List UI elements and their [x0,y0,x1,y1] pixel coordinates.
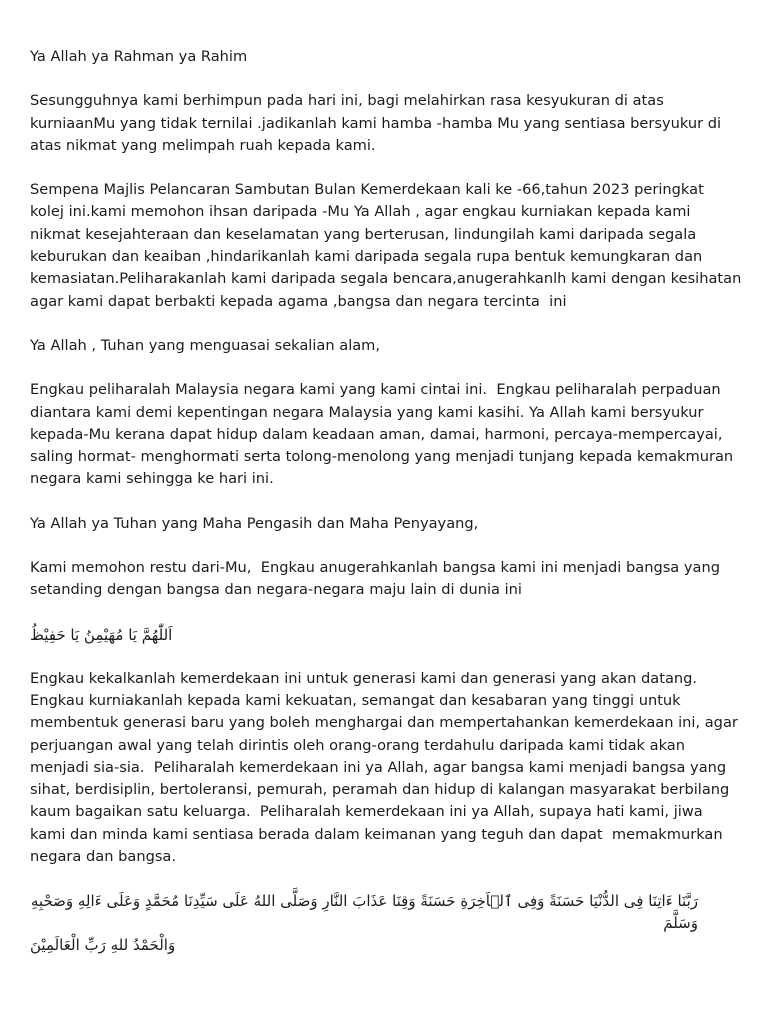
paragraph-occasion: Sempena Majlis Pelancaran Sambutan Bulan Kemerdekaan kali ke -66,tahun 2023 peringkat kolej ini.kami memohon ihsan daripada -Mu Ya Allah , agar engkau kurniakan kepada kami nikmat kesejahteraan dan keselamatan yang berterusan, lindungilah kami daripada segala keburukan dan keaiban ,hindarikanlah kami daripada segala rupa bentuk kemungkaran dan kemasiatan.Peliharakanlah kami daripada segala bencara,anugerahkanlh kami dengan kesihatan agar kami dapat berbakti kepada agama ,bangsa dan negara tercinta ini [30,181,746,310]
paragraph-blessing-request: Kami memohon restu dari-Mu, Engkau anugerahkanlah bangsa kami ini menjadi bangsa yang setanding dengan bangsa dan negara-negara maju lain di dunia ini [30,559,725,599]
arabic-invocation: اَللّٰهُمَّ يَا مُهَيْمِنُ يَا حَفِيْظُ [30,625,173,644]
arabic-closing-prayer [30,890,742,956]
paragraph-protect-malaysia: Engkau peliharalah Malaysia negara kami yang kami cintai ini. Engkau peliharalah perpaduan diantara kami demi kepentingan negara Malaysia yang kami kasihi. Ya Allah kami bersyukur kepada-Mu kerana dapat hidup dalam keadaan aman, damai, harmoni, percaya-mempercayai, saling hormat- menghormati serta tolong-menolong yang menjadi tunjang kepada kemakmuran negara kami sehingga ke hari ini. [30,381,738,488]
salutation-lord-of-worlds: Ya Allah , Tuhan yang menguasai sekalian alam, [30,336,381,354]
paragraph-independence: Engkau kekalkanlah kemerdekaan ini untuk generasi kami dan generasi yang akan datang. Engkau kurniakanlah kepada kami kekuatan, semangat dan kesabaran yang tinggi untuk membentuk generasi baru yang boleh menghargai dan mempertahankan kemerdekaan ini, agar perjuangan awal yang telah dirintis oleh orang-orang terdahulu daripada kami tidak akan menjadi sia-sia. Peliharalah kemerdekaan ini ya Allah, agar bangsa kami menjadi bangsa yang sihat, berdisiplin, bertoleransi, pemurah, peramah dan hidup di kalangan masyarakat berbilang kaum bagaikan satu keluarga. Peliharalah kemerdekaan ini ya Allah, supaya hati kami, jiwa kami dan minda kami sentiasa berada dalam keimanan yang teguh dan dapat memakmurkan negara dan bangsa. [30,669,743,866]
opening-salutation: Ya Allah ya Rahman ya Rahim [30,48,248,65]
arabic-closing-line-2: وَالْحَمْدُ للهِ رَبِّ الْعَالَمِيْنَ [30,936,176,955]
document-body [30,46,746,956]
salutation-most-merciful: Ya Allah ya Tuhan yang Maha Pengasih dan Maha Penyayang, [30,514,479,532]
paragraph-gratitude: Sesungguhnya kami berhimpun pada hari ini, bagi melahirkan rasa kesyukuran di atas kurniaanMu yang tidak ternilai .jadikanlah kami hamba -hamba Mu yang sentiasa bersyukur di atas nikmat yang melimpah ruah kepada kami. [30,92,726,154]
arabic-closing-line-1: رَبَّنَا ءَاتِنَا فِى الدُّنْيَا حَسَنَةً وَفِى ٱلۡاَخِرَةِ حَسَنَةً وَقِنَا عَذَابَ النَّارِ وَصَلَّى اللهُ عَلَى سَيِّدِنَا مُحَمَّدٍ وَعَلَى ءَالِهِ وَصَحْبِهِ وَسَلَّمَ [30,892,698,933]
